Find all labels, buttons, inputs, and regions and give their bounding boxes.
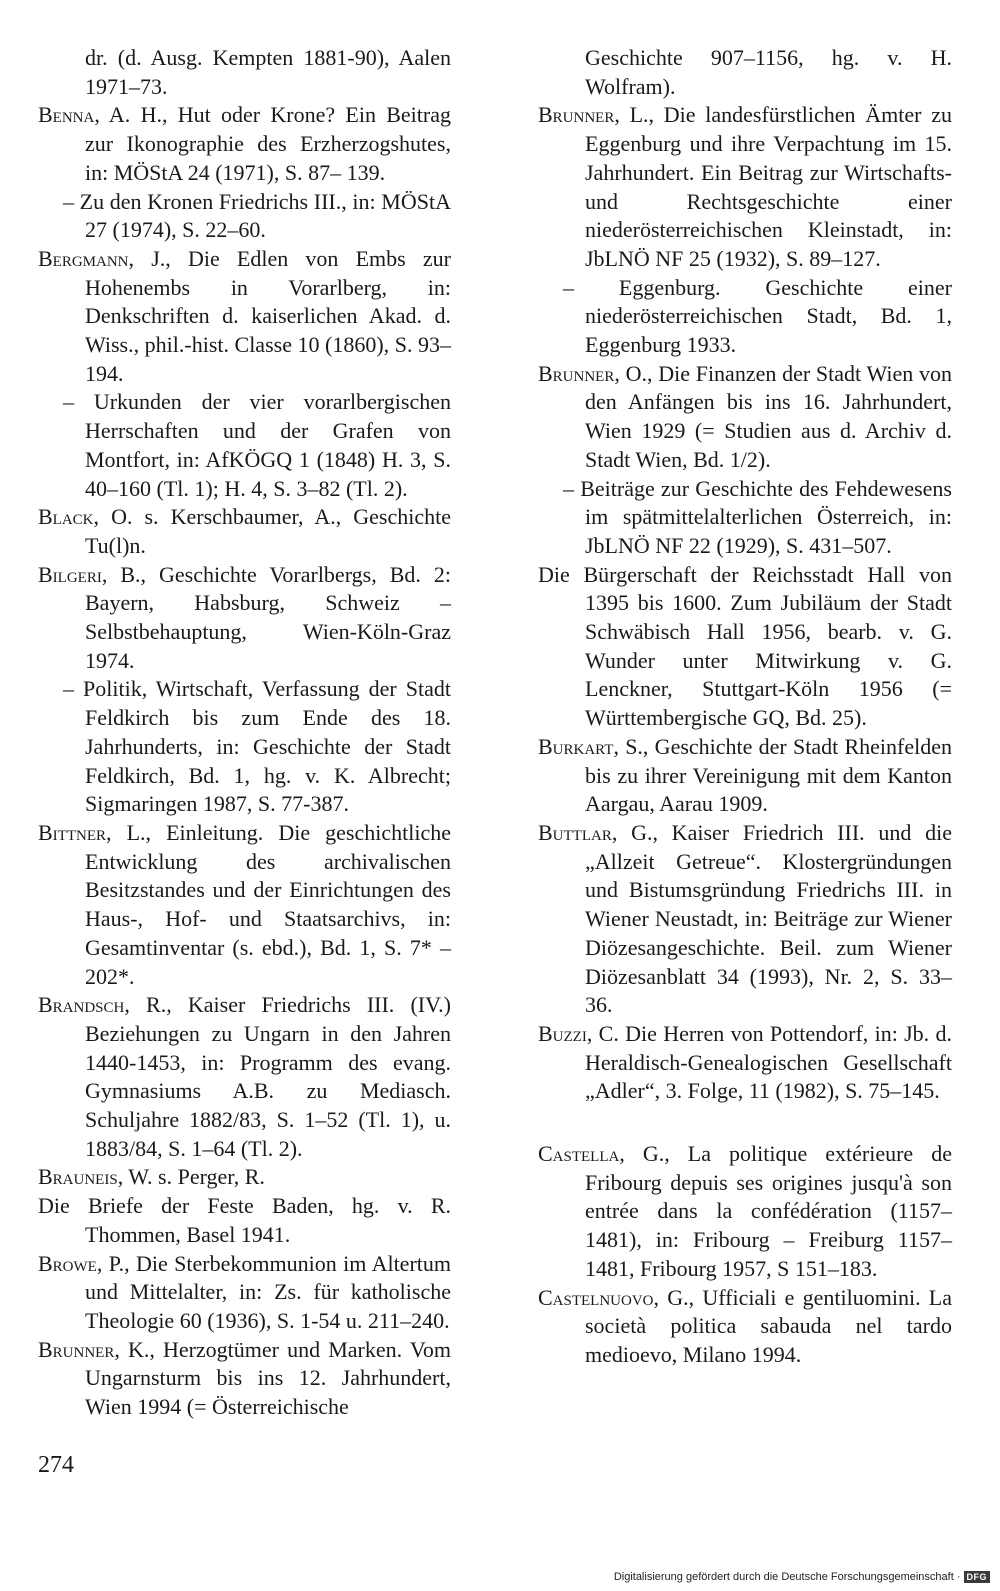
entry-author: Buzzi: [538, 1020, 587, 1046]
entry-author: Brandsch: [38, 992, 125, 1018]
entry-text: – Eggenburg. Geschichte einer niederösterreichischen Stadt, Bd. 1, Eggenburg 1933.: [563, 274, 952, 358]
bibliography-entry: [538, 475, 952, 561]
bibliography-entry: [38, 675, 451, 819]
entry-text: – Urkunden der vier vorarlbergischen Herrschaften und der Grafen von Montfort, in: AfKÖGQ 1 (1848) H. 3, S. 40–160 (Tl. 1); H. 4, S. 3–82 (Tl. 2).: [63, 389, 451, 501]
entry-text: , S., Geschichte der Stadt Rheinfelden bis zu ihrer Vereinigung mit dem Kanton Aargau, Aarau 1909.: [585, 733, 952, 817]
entry-author: Bittner: [38, 819, 106, 845]
bibliography-entry: [538, 360, 952, 475]
entry-text: , R., Kaiser Friedrichs III. (IV.) Beziehungen zu Ungarn in den Jahren 1440-1453, in: Programm des evang. Gymnasiums A.B. zu Mediasch. Schuljahre 1882/83, S. 1–52 (Tl. 1), u. 1883/84, S. 1–64 (Tl. 2).: [85, 992, 451, 1161]
entry-text: , A. H., Hut oder Krone? Ein Beitrag zur Ikonographie des Erzherzogshutes, in: MÖStA 24 (1971), S. 87– 139.: [85, 102, 451, 185]
entry-author: Brunner: [538, 102, 615, 128]
entry-text: dr. (d. Ausg. Kempten 1881-90), Aalen 1971–73.: [85, 45, 451, 99]
bibliography-entry: [538, 101, 952, 273]
entry-text: – Beiträge zur Geschichte des Fehdewesens im spätmittelalterlichen Österreich, in: JbLNÖ NF 22 (1929), S. 431–507.: [563, 475, 952, 558]
bibliography-entry: [38, 503, 451, 560]
bibliography-entry: [38, 1336, 451, 1422]
entry-text: , B., Geschichte Vorarlbergs, Bd. 2: Bayern, Habsburg, Schweiz – Selbstbehauptung, Wien-Köln-Graz 1974.: [85, 561, 451, 673]
footer: [614, 1571, 990, 1583]
bibliography-entry: [38, 245, 451, 389]
entry-text: , G., Kaiser Friedrich III. und die „Allzeit Getreue“. Klostergründungen und Bistumsgründung Friedrichs III. in Wiener Neustadt, in: Beiträge zur Wiener Diözesangeschichte. Beil. zum Wiener Diözesanblatt 34 (1993), Nr. 2, S. 33– 36.: [585, 819, 952, 1018]
bibliography-right-column: [538, 44, 952, 1370]
entry-text: – Zu den Kronen Friedrichs III., in: MÖStA 27 (1974), S. 22–60.: [63, 188, 451, 243]
entry-author: Benna: [38, 102, 95, 128]
bibliography-entry: [38, 1250, 451, 1336]
entry-text: , P., Die Sterbekommunion im Altertum und Mittelalter, in: Zs. für katholische Theologie 60 (1936), S. 1-54 u. 211–240.: [85, 1250, 451, 1333]
bibliography-entry: [38, 44, 451, 101]
bibliography-entry: [38, 561, 451, 676]
bibliography-entry: [538, 44, 952, 101]
entry-author: Brauneis: [38, 1164, 118, 1190]
entry-author: Bergmann: [38, 245, 129, 271]
bibliography-entry: [38, 1163, 451, 1192]
entry-author: Browe: [38, 1250, 97, 1276]
bibliography-entry: [538, 1284, 952, 1370]
bibliography-entry: [38, 388, 451, 503]
entry-author: Bilgeri: [38, 561, 102, 587]
entry-author: Buttlar: [538, 819, 612, 845]
entry-author: Brunner: [38, 1336, 115, 1362]
section-gap: [538, 1106, 952, 1140]
entry-author: Castelnuovo: [538, 1284, 654, 1310]
bibliography-entry: [538, 1140, 952, 1284]
entry-text: Geschichte 907–1156, hg. v. H. Wolfram).: [585, 45, 952, 99]
entry-text: , W. s. Perger, R.: [117, 1164, 265, 1190]
entry-text: , L., Einleitung. Die geschichtliche Entwicklung des archivalischen Besitzstandes und der Einrichtungen des Haus-, Hof- und Staatsarchivs, in: Gesamtinventar (s. ebd.), Bd. 1, S. 7* – 202*.: [85, 819, 451, 989]
bibliography-entry: [538, 1020, 952, 1106]
entry-text: – Politik, Wirtschaft, Verfassung der Stadt Feldkirch bis zum Ende des 18. Jahrhunderts, in: Geschichte der Stadt Feldkirch, Bd. 1, hg. v. K. Albrecht; Sigmaringen 1987, S. 77-387.: [63, 676, 451, 817]
entry-author: Castella: [538, 1141, 620, 1167]
bibliography-entry: [538, 561, 952, 733]
entry-text: , J., Die Edlen von Embs zur Hohenembs in Vorarlberg, in: Denkschriften d. kaiserlichen Akad. d. Wiss., phil.-hist. Classe 10 (1860), S. 93–194.: [85, 245, 451, 386]
footer-text: Digitalisierung gefördert durch die Deutsche Forschungsgemeinschaft ·: [613, 1571, 961, 1583]
bibliography-entry: [38, 819, 451, 991]
entry-text: , O., Die Finanzen der Stadt Wien von den Anfängen bis ins 16. Jahrhundert, Wien 1929 (= Studien aus d. Archiv d. Stadt Wien, Bd. 1/2).: [585, 360, 952, 472]
entry-author: Brunner: [538, 360, 615, 386]
bibliography-entry: [538, 733, 952, 819]
entry-text: , C. Die Herren von Pottendorf, in: Jb. d. Heraldisch-Genealogischen Gesellschaft „Adler“, 3. Folge, 11 (1982), S. 75–145.: [585, 1020, 952, 1104]
bibliography-entry: [538, 274, 952, 360]
entry-author: Burkart: [538, 733, 614, 759]
entry-text: , G., Ufficiali e gentiluomini. La società politica sabauda nel tardo medioevo, Milano 1994.: [585, 1284, 952, 1367]
bibliography-entry: [538, 819, 952, 1020]
entry-text: Die Bürgerschaft der Reichsstadt Hall von 1395 bis 1600. Zum Jubiläum der Stadt Schwäbisch Hall 1956, bearb. v. G. Wunder unter Mitwirkung v. G. Lenckner, Stuttgart-Köln 1956 (= Württembergische GQ, Bd. 25).: [538, 561, 952, 731]
entry-text: Die Briefe der Feste Baden, hg. v. R. Thommen, Basel 1941.: [38, 1193, 451, 1247]
bibliography-entry: [38, 1192, 451, 1249]
bibliography-entry: [38, 991, 451, 1163]
entry-author: Black: [38, 504, 94, 530]
page-number: 274: [38, 1452, 74, 1478]
bibliography-entry: [38, 188, 451, 245]
entry-text: , G., La politique extérieure de Fribourg depuis ses origines jusqu'à son entrée dans la confédération (1157–1481), in: Fribourg – Freiburg 1157–1481, Fribourg 1957, S 151–183.: [585, 1141, 952, 1281]
bibliography-left-column: [38, 44, 451, 1422]
entry-text: , K., Herzogtümer und Marken. Vom Ungarnsturm bis ins 12. Jahrhundert, Wien 1994 (= Österreichische: [85, 1336, 451, 1420]
dfg-logo: DFG: [964, 1571, 991, 1583]
entry-text: , L., Die landesfürstlichen Ämter zu Eggenburg und ihre Verpachtung im 15. Jahrhundert. Ein Beitrag zur Wirtschafts- und Rechtsgeschichte einer niederösterreichischen Kleinstadt, in: JbLNÖ NF 25 (1932), S. 89–127.: [585, 102, 952, 271]
bibliography-entry: [38, 101, 451, 187]
entry-text: , O. s. Kerschbaumer, A., Geschichte Tu(l)n.: [85, 504, 451, 558]
